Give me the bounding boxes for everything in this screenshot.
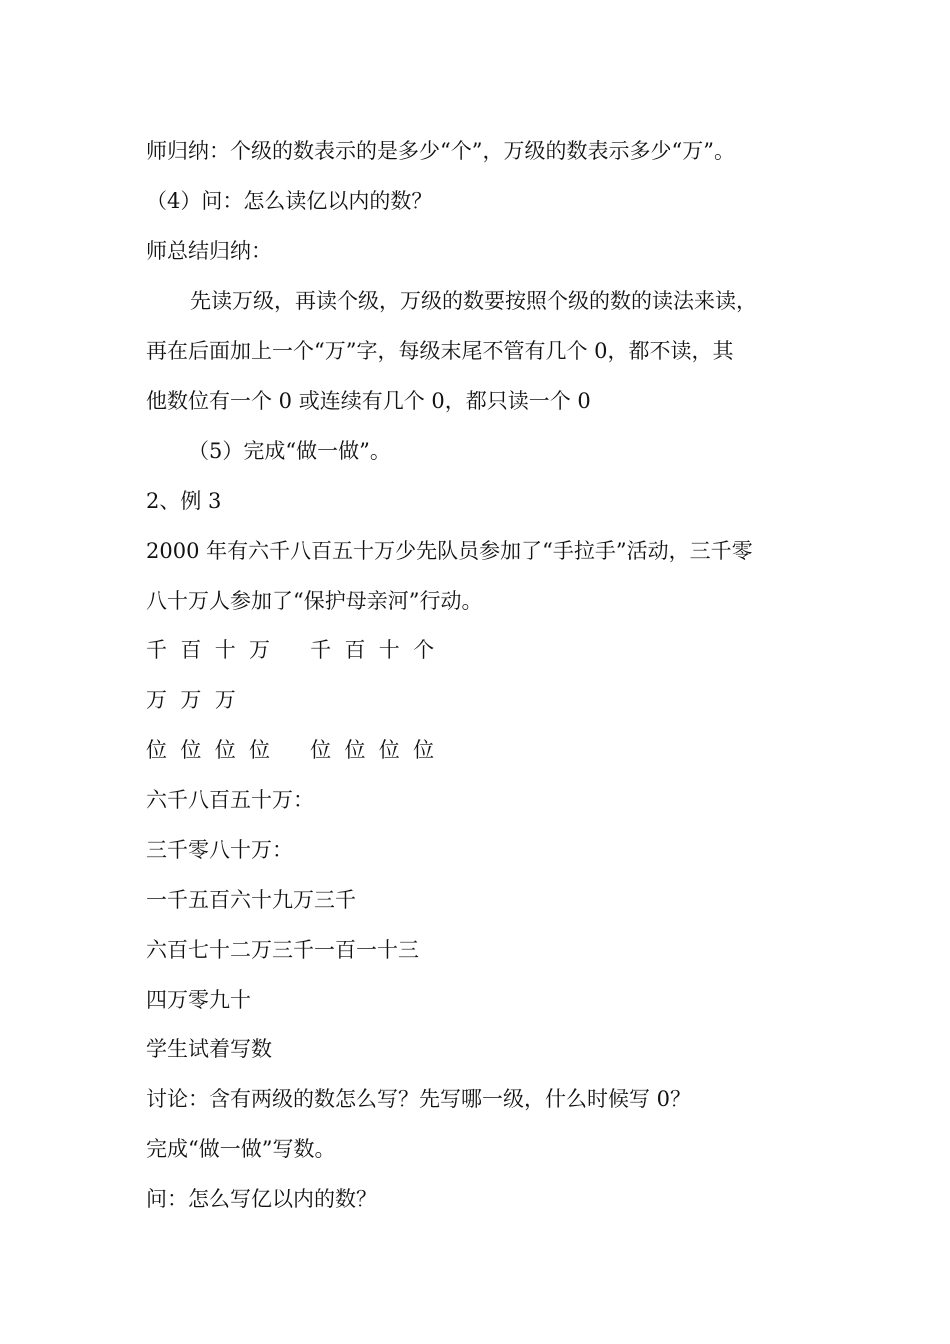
text-line-student-try: 学生试着写数 — [146, 1037, 272, 1061]
text-line-summary-levels: 师归纳：个级的数表示的是多少“个”，万级的数表示多少“万”。 — [146, 139, 735, 163]
text-line-number-3: 一千五百六十九万三千 — [146, 888, 356, 912]
text-line-number-2: 三千零八十万： — [146, 838, 293, 862]
text-line-step-5: （5）完成“做一做”。 — [188, 439, 391, 463]
text-line-number-1: 六千八百五十万： — [146, 788, 314, 812]
text-line-place-value-row-2: 万 万 万 — [146, 688, 236, 712]
text-line-discussion: 讨论：含有两级的数怎么写？先写哪一级，什么时候写 0？ — [146, 1087, 692, 1111]
text-line-teacher-summary: 师总结归纳： — [146, 239, 272, 263]
text-line-complete-exercise: 完成“做一做”写数。 — [146, 1137, 336, 1161]
text-line-place-value-row-3: 位 位 位 位 位 位 位 位 — [146, 738, 435, 762]
text-line-example-3: 2、例 3 — [146, 489, 222, 513]
text-line-reading-rule-3: 他数位有一个 0 或连续有几个 0，都只读一个 0 — [146, 389, 591, 413]
text-line-question-write: 问：怎么写亿以内的数？ — [146, 1187, 377, 1211]
text-line-example-text-1: 2000 年有六千八百五十万少先队员参加了“手拉手”活动，三千零 — [146, 539, 753, 563]
text-line-example-text-2: 八十万人参加了“保护母亲河”行动。 — [146, 589, 483, 613]
text-line-question-4: （4）问：怎么读亿以内的数？ — [146, 189, 433, 213]
text-line-number-4: 六百七十二万三千一百一十三 — [146, 938, 419, 962]
text-line-reading-rule-2: 再在后面加上一个“万”字，每级末尾不管有几个 0，都不读，其 — [146, 339, 734, 363]
text-line-reading-rule-1: 先读万级，再读个级，万级的数要按照个级的数的读法来读， — [190, 289, 757, 313]
text-line-number-5: 四万零九十 — [146, 988, 251, 1012]
text-line-place-value-row-1: 千 百 十 万 千 百 十 个 — [146, 638, 435, 662]
